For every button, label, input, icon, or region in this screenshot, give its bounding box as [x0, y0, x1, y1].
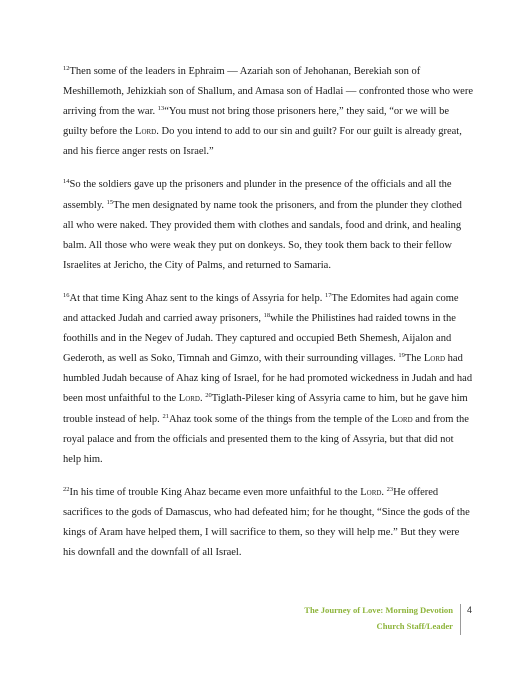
verse-number: 21: [162, 412, 169, 420]
paragraph: [63, 483, 473, 563]
divine-name: Lord: [178, 393, 200, 405]
paragraph-text: The Edomites had again come and attacked Judah and carried away prisoners,: [63, 292, 459, 325]
verse-number: 14: [63, 178, 70, 186]
verse-number: 16: [63, 291, 70, 299]
paragraph: [63, 289, 473, 470]
divine-name: Lord: [423, 353, 446, 365]
paragraph: [63, 62, 473, 162]
verse-number: 23: [386, 485, 394, 493]
verse-number: 19: [398, 352, 405, 360]
paragraph-text: Then some of the leaders in Ephraim — Azariah son of Jehohanan, Berekiah son of Meshillemoth, Jehizkiah son of Shallum, and Amasa son of Hadlai — confronted those who were arriving from the war.: [63, 66, 474, 118]
divine-name: Lord: [135, 126, 157, 138]
paragraph-text: Tiglath-Pileser king of Assyria came to him, but he gave him trouble instead of help.: [63, 393, 468, 425]
verse-number: 18: [263, 312, 271, 320]
paragraph-text: and from the royal palace and from the officials and presented them to the king of Assyria, but that did not help him.: [63, 413, 469, 465]
paragraph-text: The men designated by name took the prisoners, and from the plunder they clothed all who were naked. They provided them with clothes and sandals, food and drink, and healing balm. All those who were weak they put on donkeys. So, they took them back to their fellow Israelites at Jericho, the City of Palms, and returned to Samaria.: [63, 199, 462, 271]
paragraph-text: while the Philistines had raided towns in the foothills and in the Negev of Judah. They captured and occupied Beth Shemesh, Aijalon and Gederoth, as well as Soko, Timnah and Gimzo, with their surrounding villages.: [63, 313, 456, 365]
page-number: 4: [466, 605, 472, 615]
verse-number: 20: [205, 392, 212, 400]
paragraph-text: had humbled Judah because of Ahaz king of Israel, for he had promoted wickedness in Judah and had been most unfaithful to the: [63, 353, 473, 405]
divine-name: Lord: [391, 413, 413, 425]
verse-number: 15: [106, 198, 114, 206]
paragraph-text: He offered sacrifices to the gods of Damascus, who had defeated him; for he thought, “Since the gods of the kings of Aram have helped them, I will sacrifice to them, so they will help me.” But they were his downfall and the downfall of all Israel.: [63, 486, 470, 559]
paragraph-text: In his time of trouble King Ahaz became even more unfaithful to the: [69, 486, 361, 498]
paragraph-text: Ahaz took some of the things from the temple of the: [168, 413, 392, 425]
footer-subtitle: Church Staff/Leader: [376, 620, 453, 631]
footer-title: The Journey of Love: Morning Devotion: [304, 605, 453, 615]
paragraph-text: .: [199, 393, 206, 405]
document-body: [63, 62, 473, 576]
page-footer: [304, 603, 472, 635]
verse-number: 22: [63, 485, 70, 493]
divine-name: Lord: [360, 486, 382, 498]
paragraph-text: “You must not bring those prisoners here,” they said, “or we will be guilty before the: [63, 106, 449, 138]
paragraph-text: So the soldiers gave up the prisoners and plunder in the presence of the officials and all the assembly.: [63, 179, 452, 211]
paragraph-text: The: [404, 353, 424, 365]
verse-number: 12: [63, 65, 70, 72]
paragraph-text: . Do you intend to add to our sin and guilt? For our guilt is already great, and his fierce anger rests on Israel.”: [63, 126, 462, 158]
paragraph-text: At that time King Ahaz sent to the kings of Assyria for help.: [69, 292, 325, 304]
verse-number: 17: [324, 291, 332, 299]
paragraph-text: .: [381, 486, 387, 498]
footer-text: [304, 603, 460, 634]
verse-number: 13: [157, 105, 165, 113]
paragraph: [63, 175, 473, 275]
